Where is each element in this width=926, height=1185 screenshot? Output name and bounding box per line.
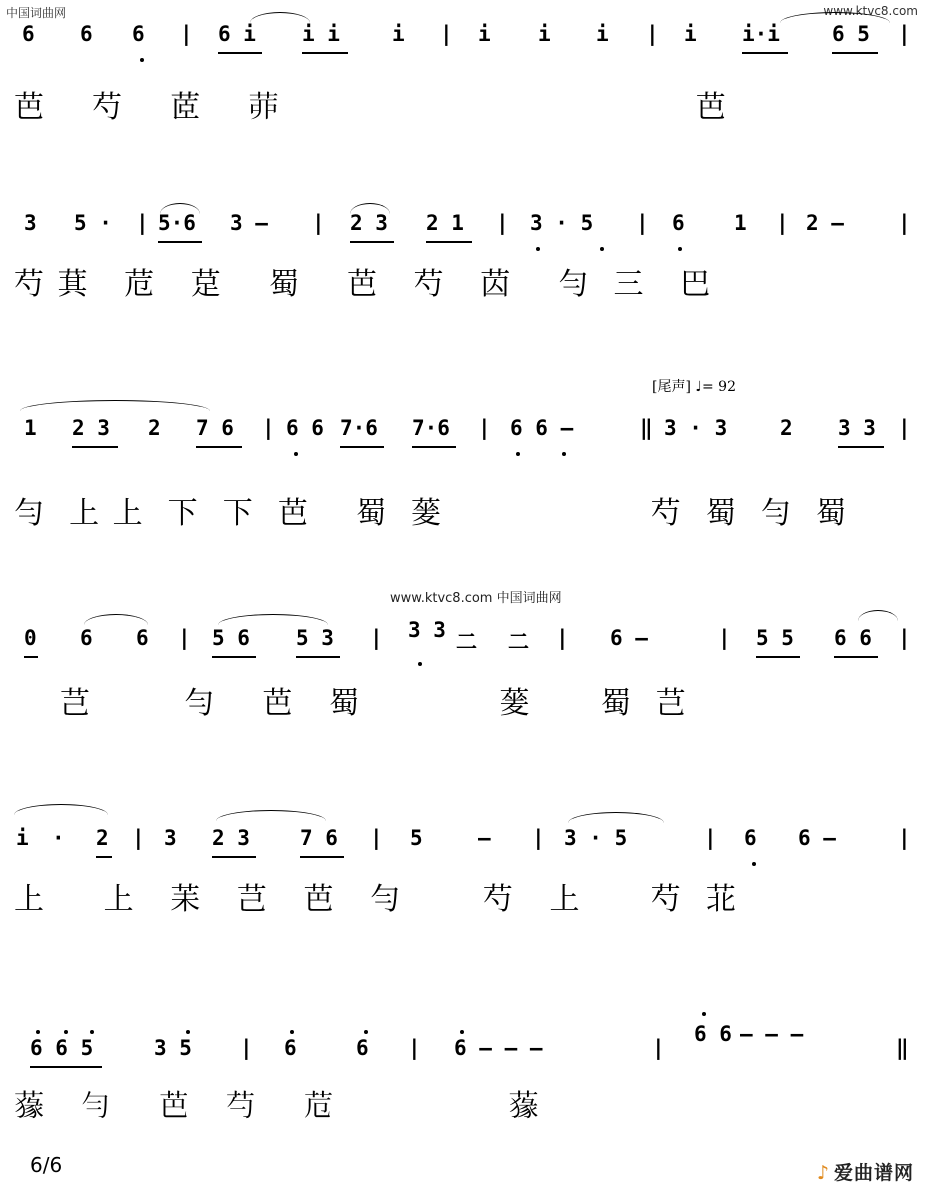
octave-dot: [64, 1030, 68, 1034]
note: i: [684, 22, 697, 46]
section-tempo-marking: [652, 376, 736, 396]
note: 7 6: [196, 416, 234, 440]
jianzi-notation: 上 上 苿 芑 芭 勻 芍 上 芍 苝: [14, 882, 738, 917]
note: |: [556, 626, 569, 650]
note: |: [178, 626, 191, 650]
underline: [838, 446, 884, 448]
section-label: [尾声]: [652, 379, 691, 395]
note: 7·6: [412, 416, 450, 440]
underline: [196, 446, 242, 448]
note: |: [262, 416, 275, 440]
note: |: [898, 22, 911, 46]
slur: [20, 400, 210, 411]
slur: [350, 203, 390, 214]
note: 7 6: [300, 826, 338, 850]
music-note-icon: ♪: [816, 1162, 830, 1184]
note: 6 —: [610, 626, 648, 650]
octave-dot: [90, 1030, 94, 1034]
underline: [72, 446, 118, 448]
note: |: [898, 416, 911, 440]
octave-dot: [562, 452, 566, 456]
note: 6 6 —: [510, 416, 574, 440]
octave-dot: [36, 1030, 40, 1034]
octave-dot: [186, 1030, 190, 1034]
note: 3 · 3: [664, 416, 728, 440]
watermark-top-right: www.ktvc8.com: [823, 4, 918, 18]
note: 3 3: [408, 618, 446, 642]
note: |: [898, 826, 911, 850]
note: |: [136, 211, 149, 235]
note: |: [898, 626, 911, 650]
octave-dot: [752, 862, 756, 866]
jianzi-notation: 芑 勻 芭 蜀 蓌 蜀 芑: [60, 686, 688, 721]
note: i i: [302, 22, 340, 46]
note: |: [532, 826, 545, 850]
note: i: [596, 22, 609, 46]
notation-line: [0, 207, 926, 267]
note: i: [392, 22, 405, 46]
note: 6 6: [286, 416, 324, 440]
tempo-value: ♩= 92: [695, 379, 736, 395]
octave-dot: [702, 1012, 706, 1016]
note: 2: [148, 416, 161, 440]
underline: [832, 52, 878, 54]
site-logo: [817, 1158, 914, 1185]
note: 2 3: [212, 826, 250, 850]
underline: [350, 241, 394, 243]
note: 二: [508, 630, 529, 654]
octave-dot: [290, 1030, 294, 1034]
note: i: [16, 826, 29, 850]
note: |: [408, 1036, 421, 1060]
note: 6 6: [694, 1022, 732, 1046]
note: 6 5: [832, 22, 870, 46]
jianzi-notation: 芭 芍 茝 𦯄 芭: [14, 90, 728, 125]
note: |: [652, 1036, 665, 1060]
note: 2: [780, 416, 793, 440]
note: i·i: [742, 22, 780, 46]
note: 5 3: [296, 626, 334, 650]
note: 6: [136, 626, 149, 650]
note: 6: [132, 22, 145, 46]
note: 3 —: [230, 211, 268, 235]
slur: [218, 614, 328, 625]
underline: [412, 446, 456, 448]
note: |: [132, 826, 145, 850]
note: ‖: [640, 416, 653, 440]
note: — — —: [740, 1022, 804, 1046]
note: 6 6 5: [30, 1036, 94, 1060]
slur: [216, 810, 326, 821]
slur: [250, 12, 310, 23]
note: 3 5: [154, 1036, 192, 1060]
note: i: [478, 22, 491, 46]
slur: [84, 614, 148, 625]
note: |: [704, 826, 717, 850]
note: 2 3: [72, 416, 110, 440]
note: 2 —: [806, 211, 844, 235]
underline: [212, 856, 256, 858]
notation-line: [0, 822, 926, 882]
note: 6: [80, 626, 93, 650]
underline: [296, 656, 340, 658]
note: 6: [284, 1036, 297, 1060]
underline: [30, 1066, 102, 1068]
jianzi-notation: 𦺛 勻 芭 芍 苊 𦺛: [14, 1089, 541, 1124]
note: 3: [164, 826, 177, 850]
note: |: [370, 826, 383, 850]
note: 3 · 5: [564, 826, 628, 850]
note: 6: [80, 22, 93, 46]
slur: [14, 804, 108, 815]
notation-line: [0, 1022, 926, 1082]
underline: [340, 446, 384, 448]
note: 1: [24, 416, 37, 440]
jianzi-notation: 勻 上 上 下 下 芭 蜀 蓌 芍 蜀 勻 蜀: [14, 496, 848, 531]
note: 5·6: [158, 211, 196, 235]
note: 0: [24, 626, 37, 650]
note: 6 i: [218, 22, 256, 46]
underline: [426, 241, 472, 243]
note: 2 3: [350, 211, 388, 235]
logo-text: 爱曲谱网: [833, 1162, 914, 1184]
note: 6: [744, 826, 757, 850]
note: |: [646, 22, 659, 46]
slur: [858, 610, 898, 621]
underline: [158, 241, 202, 243]
note: |: [718, 626, 731, 650]
slur: [568, 812, 664, 823]
underline: [212, 656, 256, 658]
note: 5 6: [212, 626, 250, 650]
octave-dot: [516, 452, 520, 456]
octave-dot: [418, 662, 422, 666]
note: i: [538, 22, 551, 46]
note: 2 1: [426, 211, 464, 235]
note: —: [478, 826, 491, 850]
note: 1: [734, 211, 747, 235]
underline: [742, 52, 788, 54]
octave-dot: [600, 247, 604, 251]
octave-dot: [140, 58, 144, 62]
underline: [218, 52, 262, 54]
note: |: [240, 1036, 253, 1060]
underline: [756, 656, 800, 658]
note: 6 — — —: [454, 1036, 543, 1060]
note: |: [636, 211, 649, 235]
note: |: [478, 416, 491, 440]
note: 5: [410, 826, 423, 850]
note: 6 6: [834, 626, 872, 650]
note: 3 · 5: [530, 211, 594, 235]
octave-dot: [536, 247, 540, 251]
note: 6: [22, 22, 35, 46]
note: |: [496, 211, 509, 235]
jianzi-notation: 芍 萁 苊 莡 蜀 芭 芍 苬 勻 三 巴: [14, 267, 713, 302]
slur: [160, 203, 200, 214]
note: |: [180, 22, 193, 46]
note: |: [312, 211, 325, 235]
octave-dot: [460, 1030, 464, 1034]
note: 3 3: [838, 416, 876, 440]
note: |: [776, 211, 789, 235]
note: 5 ·: [74, 211, 112, 235]
watermark-top-left: 中国词曲网: [6, 6, 67, 20]
underline: [300, 856, 344, 858]
note: 6: [672, 211, 685, 235]
note: |: [370, 626, 383, 650]
note: 7·6: [340, 416, 378, 440]
notation-line: [0, 18, 926, 78]
octave-dot: [294, 452, 298, 456]
note: 3: [24, 211, 37, 235]
underline: [302, 52, 348, 54]
note: 5 5: [756, 626, 794, 650]
note: 二: [456, 630, 477, 654]
note: |: [440, 22, 453, 46]
notation-line: [0, 400, 926, 460]
watermark-middle: www.ktvc8.com 中国词曲网: [390, 591, 562, 606]
note: 2: [96, 826, 109, 850]
underline: [96, 856, 112, 858]
octave-dot: [364, 1030, 368, 1034]
note: 6 —: [798, 826, 836, 850]
note: ‖: [896, 1036, 909, 1060]
notation-line: [0, 618, 926, 678]
underline: [834, 656, 878, 658]
underline: [24, 656, 38, 658]
page-number: 6/6: [30, 1153, 63, 1177]
note: 6: [356, 1036, 369, 1060]
octave-dot: [678, 247, 682, 251]
note: |: [898, 211, 911, 235]
note: ·: [52, 826, 65, 850]
